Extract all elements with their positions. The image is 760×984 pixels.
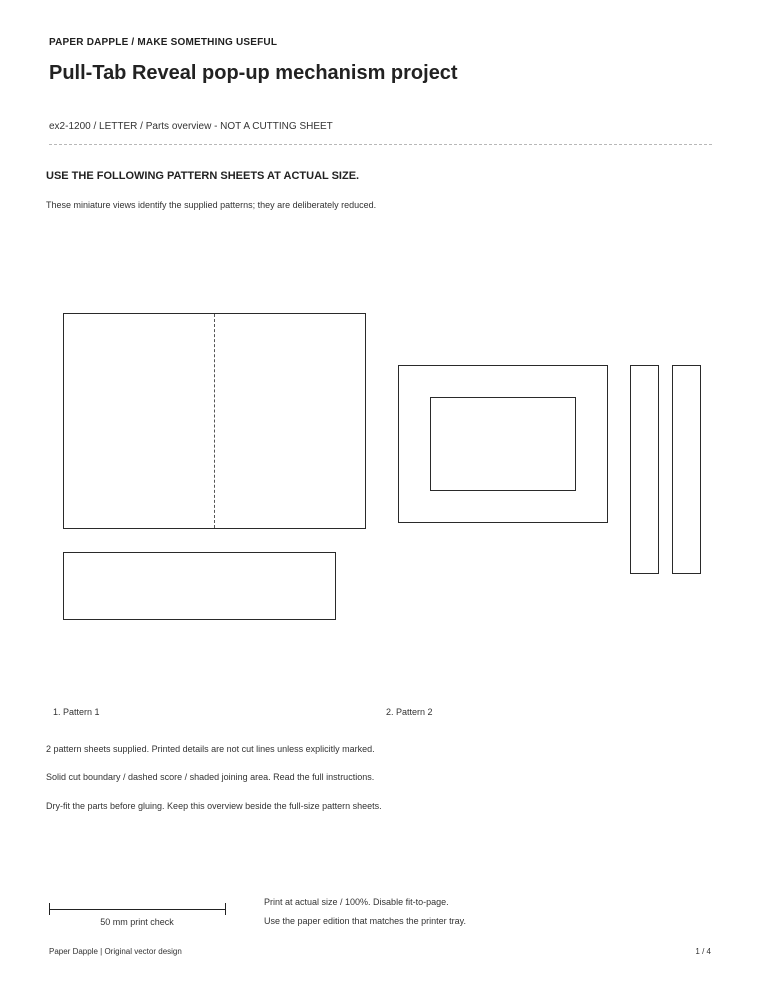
note-sheets: 2 pattern sheets supplied. Printed details are not cut lines unless explicitly marked. <box>46 744 375 754</box>
print-instruction-2: Use the paper edition that matches the printer tray. <box>264 916 466 926</box>
page-title: Pull-Tab Reveal pop-up mechanism project <box>49 62 458 84</box>
pattern-1-strip-piece <box>63 552 336 620</box>
scale-bar <box>49 909 225 910</box>
footer-credit: Paper Dapple | Original vector design <box>49 947 182 956</box>
document-meta: ex2-1200 / LETTER / Parts overview - NOT A CUTTING SHEET <box>49 121 333 132</box>
header-divider <box>49 144 712 145</box>
pattern-2-frame-window <box>430 397 576 491</box>
scale-tick-right <box>225 903 226 915</box>
note-legend: Solid cut boundary / dashed score / shaded joining area. Read the full instructions. <box>46 772 375 782</box>
section-heading: USE THE FOLLOWING PATTERN SHEETS AT ACTUAL SIZE. <box>46 170 360 182</box>
print-instruction-1: Print at actual size / 100%. Disable fit-to-page. <box>264 897 449 907</box>
brand-line: PAPER DAPPLE / MAKE SOMETHING USEFUL <box>49 37 278 48</box>
pattern-2-pull-tab-2 <box>672 365 701 574</box>
note-dry-fit: Dry-fit the parts before gluing. Keep this overview beside the full-size pattern sheets. <box>46 801 382 811</box>
scale-tick-left <box>49 903 50 915</box>
page-number: 1 / 4 <box>695 947 711 956</box>
pattern-2-caption: 2. Pattern 2 <box>386 707 433 717</box>
scale-label: 50 mm print check <box>100 917 174 927</box>
pattern-1-caption: 1. Pattern 1 <box>53 707 100 717</box>
pattern-2-pull-tab-1 <box>630 365 659 574</box>
section-intro: These miniature views identify the supplied patterns; they are deliberately reduced. <box>46 200 377 210</box>
pattern-1-score-line <box>214 314 215 528</box>
